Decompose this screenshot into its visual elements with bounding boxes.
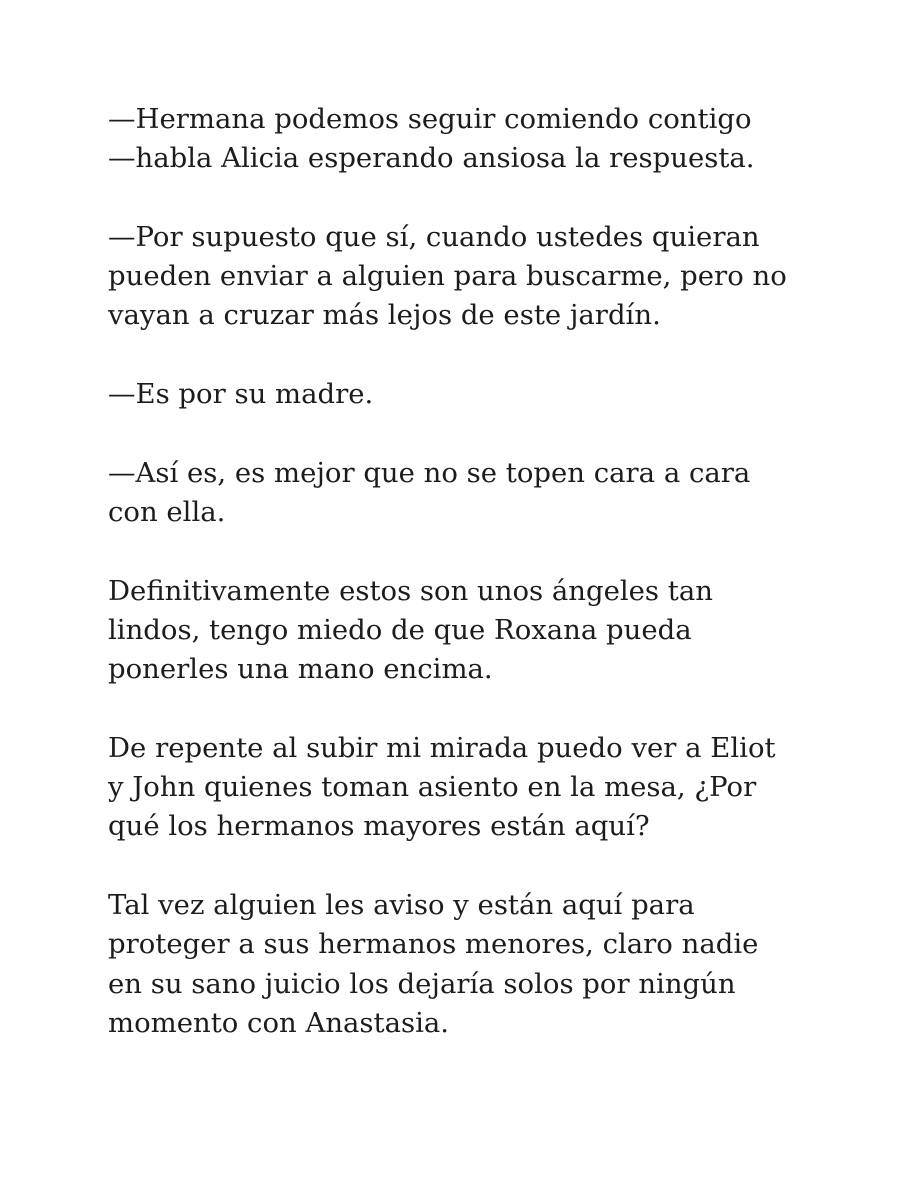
text-line: y John quienes toman asiento en la mesa, ¿Por	[108, 771, 757, 804]
text-line: con ella.	[108, 495, 226, 528]
text-line: qué los hermanos mayores están aquí?	[108, 810, 650, 843]
dialogue-paragraph	[108, 375, 808, 414]
text-line: Definitivamente estos son unos ángeles tan	[108, 574, 713, 607]
dialogue-paragraph	[108, 100, 808, 179]
text-line: vayan a cruzar más lejos de este jardín.	[108, 299, 661, 332]
narration-paragraph	[108, 572, 808, 690]
text-line: momento con Anastasia.	[108, 1006, 450, 1039]
text-line: lindos, tengo miedo de que Roxana pueda	[108, 613, 692, 646]
text-line: en su sano juicio los dejaría solos por ningún	[108, 967, 736, 1000]
text-line: —Por supuesto que sí, cuando ustedes quieran	[108, 220, 760, 253]
text-line: —habla Alicia esperando ansiosa la respuesta.	[108, 142, 755, 175]
text-line: De repente al subir mi mirada puedo ver a Eliot	[108, 731, 776, 764]
narration-paragraph	[108, 886, 808, 1043]
story-page	[108, 100, 808, 1082]
dialogue-paragraph	[108, 454, 808, 533]
dialogue-paragraph	[108, 218, 808, 336]
narration-paragraph	[108, 729, 808, 847]
text-line: —Hermana podemos seguir comiendo contigo	[108, 103, 752, 135]
text-line: ponerles una mano encima.	[108, 653, 493, 686]
text-line: pueden enviar a alguien para buscarme, pero no	[108, 260, 787, 293]
text-line: Tal vez alguien les aviso y están aquí para	[108, 888, 695, 921]
text-line: proteger a sus hermanos menores, claro nadie	[108, 928, 759, 961]
text-line: —Así es, es mejor que no se topen cara a cara	[108, 456, 751, 489]
text-line: —Es por su madre.	[108, 378, 374, 411]
